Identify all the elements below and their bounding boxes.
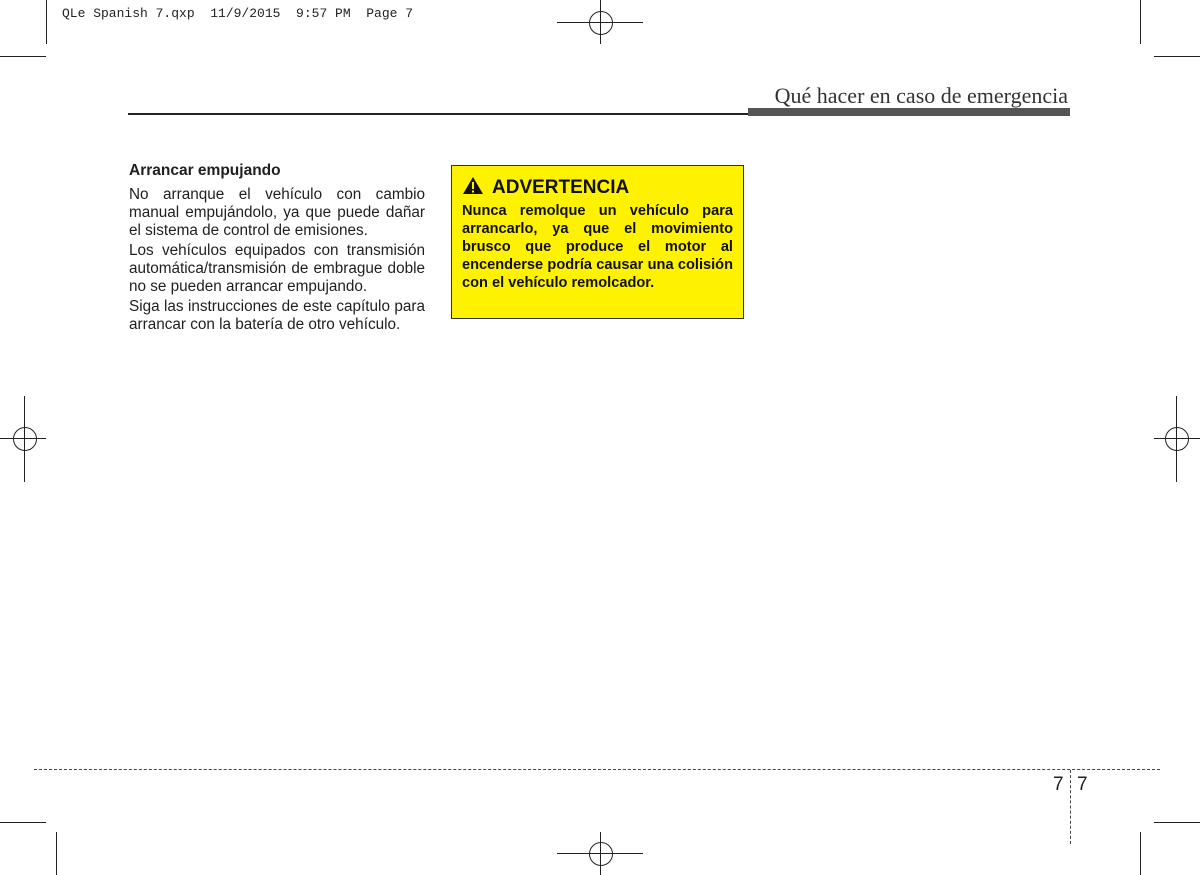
warning-title: ADVERTENCIA	[492, 177, 630, 198]
warning-text: Nunca remolque un vehículo para arrancarlo, ya que el movimiento brusco que produce el motor al encenderse podría causar una colisión con el vehículo remolcador.	[462, 203, 733, 291]
print-slug: QLe Spanish 7.qxp 11/9/2015 9:57 PM Page 7	[62, 6, 414, 21]
section-title: Qué hacer en caso de emergencia	[774, 83, 1068, 108]
chapter-number: 7	[1053, 774, 1064, 795]
paragraph: Siga las instrucciones de este capítulo para arrancar con la batería de otro vehículo.	[129, 298, 425, 333]
warning-triangle-icon	[462, 176, 484, 200]
section-heading: Arrancar empujando	[129, 162, 281, 179]
header-rule	[128, 113, 748, 115]
header-rule-accent	[748, 108, 1070, 116]
page-number: 7	[1077, 774, 1088, 795]
push-start-section	[129, 162, 425, 336]
footer-divider	[34, 769, 1160, 770]
footer-vertical-divider	[1070, 770, 1071, 844]
paragraph: Los vehículos equipados con transmisión automática/transmisión de embrague doble no se pueden arrancar empujando.	[129, 242, 425, 295]
warning-box	[451, 165, 744, 319]
paragraph: No arranque el vehículo con cambio manual empujándolo, ya que puede dañar el sistema de control de emisiones.	[129, 186, 425, 239]
